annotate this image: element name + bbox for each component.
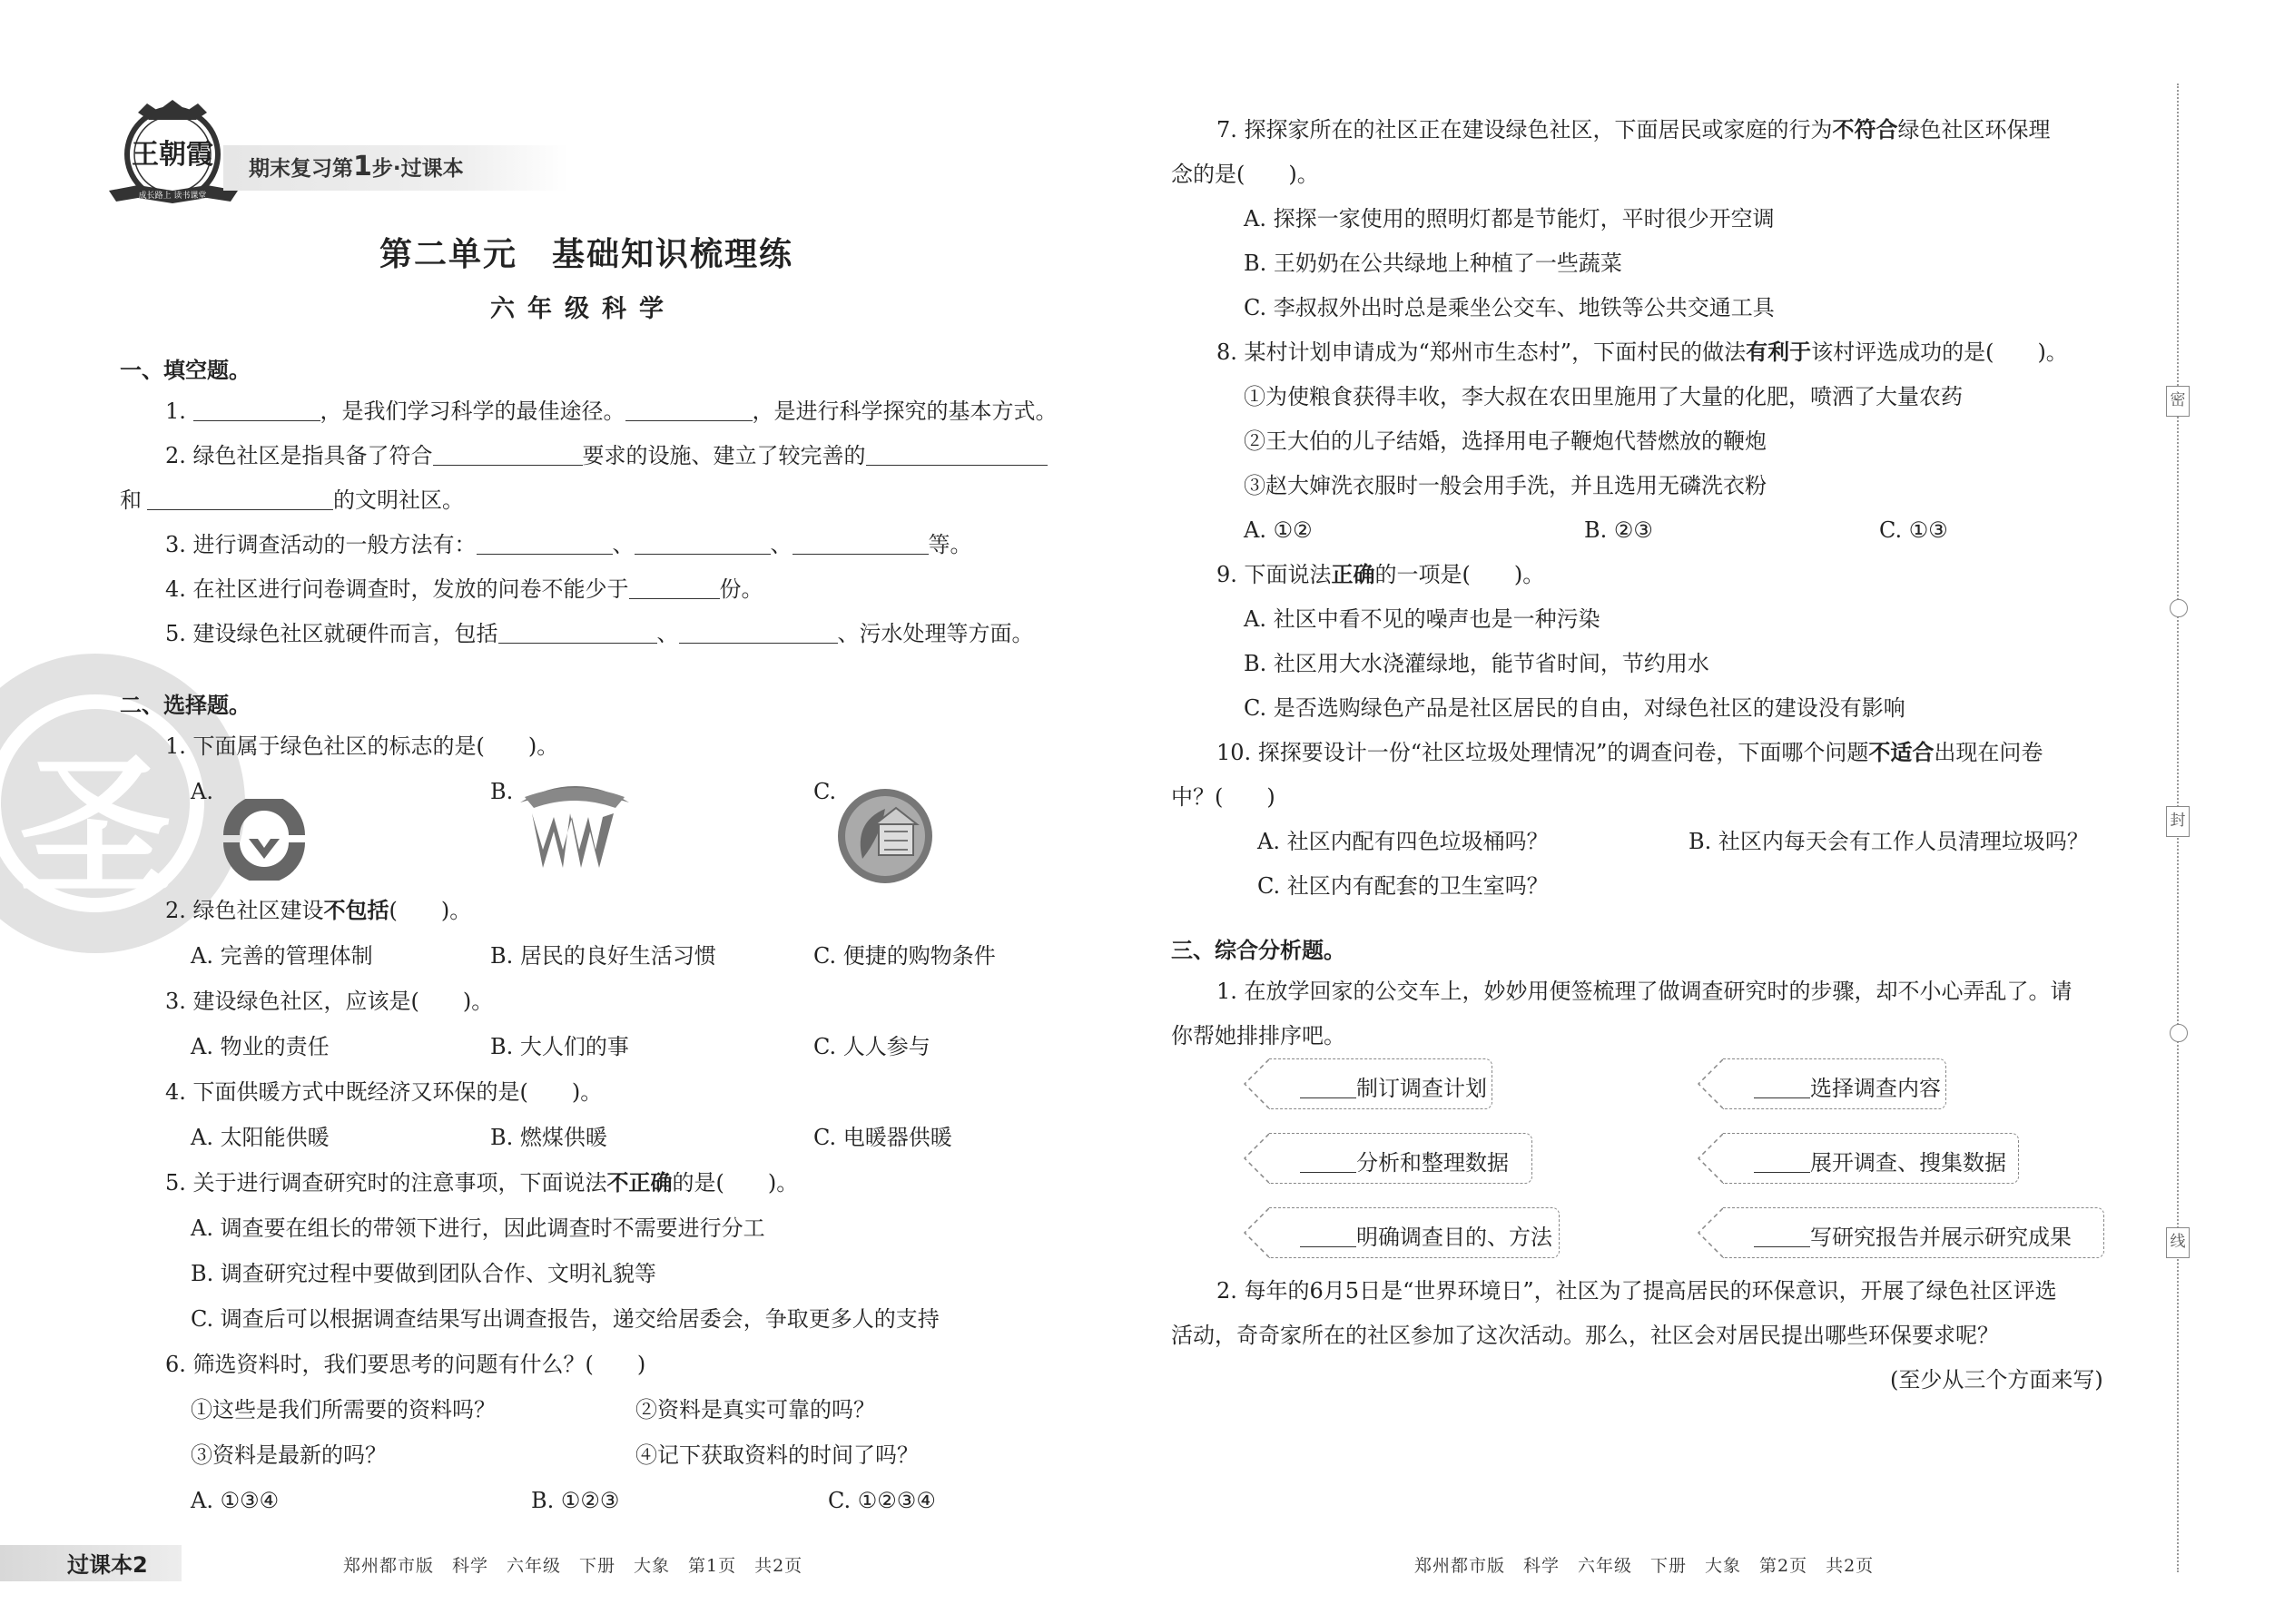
question-2-3: 3. 建设绿色社区，应该是( )。 [165, 989, 494, 1014]
option[interactable]: B. ②③ [1584, 517, 1653, 543]
blank[interactable] [147, 488, 333, 510]
option-a-label[interactable]: A. [191, 779, 213, 804]
list-item: ③资料是最新的吗？ [191, 1442, 387, 1468]
blank[interactable] [625, 399, 753, 421]
section-1-heading: 一、填空题。 [120, 358, 251, 383]
blank[interactable] [866, 444, 1048, 466]
blank[interactable] [433, 444, 583, 466]
option[interactable]: A. 探探一家使用的照明灯都是节能灯，平时很少开空调 [1244, 206, 1775, 231]
option[interactable]: C. 电暖器供暖 [813, 1125, 952, 1150]
watermark-seal: 圣 [0, 654, 245, 953]
blank[interactable] [679, 622, 838, 644]
question-1-3: 3. 进行调查活动的一般方法有： 、 、 等。 [165, 532, 972, 557]
option[interactable]: B. 社区用大水浇灌绿地，能节省时间，节约用水 [1244, 651, 1709, 676]
blank[interactable] [477, 533, 613, 555]
blank[interactable] [635, 533, 771, 555]
page-subtitle: 六年级科学 [490, 295, 676, 323]
question-2-9: 9. 下面说法正确的一项是( )。 [1216, 561, 1545, 587]
blank[interactable] [193, 399, 320, 421]
blank[interactable] [498, 622, 657, 644]
list-item: ①为使粮食获得丰收，李大叔在农田里施用了大量的化肥，喷洒了大量农药 [1244, 384, 1963, 409]
question-2-5: 5. 关于进行调查研究时的注意事项，下面说法不正确的是( )。 [165, 1169, 799, 1196]
option-c-label[interactable]: C. [813, 779, 837, 804]
blank[interactable] [1300, 1077, 1356, 1098]
question-2-7-cont: 念的是( )。 [1171, 162, 1319, 187]
option[interactable]: C. 是否选购绿色产品是社区居民的自由，对绿色社区的建设没有影响 [1244, 695, 1905, 721]
option[interactable]: B. 大人们的事 [490, 1034, 629, 1059]
option[interactable]: C. 便捷的购物条件 [813, 943, 996, 969]
option[interactable]: A. 社区内配有四色垃圾桶吗？ [1257, 829, 1549, 854]
header-label: 期末复习第1步·过课本 [249, 151, 464, 182]
question-1-2-cont: 和 的文明社区。 [120, 487, 464, 513]
option[interactable]: A. ①② [1244, 517, 1313, 543]
binding-label: 密 [2166, 386, 2190, 417]
option[interactable]: B. 社区内每天会有工作人员清理垃圾吗？ [1689, 829, 2089, 854]
blank[interactable] [1754, 1225, 1810, 1247]
page-title: 第二单元 基础知识梳理练 [379, 236, 794, 273]
question-1-2: 2. 绿色社区是指具备了符合 要求的设施、建立了较完善的 [165, 441, 1048, 470]
blank[interactable] [629, 577, 720, 599]
svg-text:王朝霞: 王朝霞 [132, 139, 213, 171]
section-3-heading: 三、综合分析题。 [1171, 938, 1345, 963]
step-tag[interactable]: 选择调查内容 [1723, 1058, 1946, 1109]
option[interactable]: C. ①②③④ [828, 1488, 936, 1513]
footer-badge: 过课本2 [67, 1552, 148, 1578]
option[interactable]: A. 社区中看不见的噪声也是一种污染 [1244, 606, 1600, 632]
question-3-1: 1. 在放学回家的公交车上，妙妙用便签梳理了做调查研究时的步骤，却不小心弄乱了。请 [1216, 979, 2072, 1004]
question-2-7: 7. 探探家所在的社区正在建设绿色社区，下面居民或家庭的行为不符合绿色社区环保理 [1216, 116, 2051, 143]
list-item: ②王大伯的儿子结婚，选择用电子鞭炮代替燃放的鞭炮 [1244, 428, 1767, 454]
question-3-1-cont: 你帮她排排序吧。 [1171, 1023, 1345, 1048]
option[interactable]: C. 人人参与 [813, 1034, 930, 1059]
option[interactable]: A. 调查要在组长的带领下进行，因此调查时不需要进行分工 [191, 1216, 765, 1241]
question-1-4: 4. 在社区进行问卷调查时，发放的问卷不能少于 份。 [165, 576, 763, 602]
green-community-logo-c-icon [835, 786, 935, 886]
question-3-2: 2. 每年的6月5日是“世界环境日”，社区为了提高居民的环保意识，开展了绿色社区评选 [1216, 1278, 2057, 1304]
question-3-2-cont: 活动，奇奇家所在的社区参加了这次活动。那么，社区会对居民提出哪些环保要求呢？ [1171, 1323, 1999, 1348]
blank[interactable] [1300, 1225, 1356, 1247]
question-2-2: 2. 绿色社区建设不包括( )。 [165, 897, 472, 923]
binding-label: 封 [2166, 806, 2190, 837]
question-1-1: 1. ，是我们学习科学的最佳途径。 ，是进行科学探究的基本方式。 [165, 399, 1058, 424]
question-2-10-cont: 中？( ) [1171, 784, 1275, 810]
step-tag[interactable]: 展开调查、搜集数据 [1723, 1133, 2019, 1184]
question-3-2-hint: (至少从三个方面来写) [1890, 1367, 2103, 1393]
option[interactable]: B. 燃煤供暖 [490, 1125, 607, 1150]
option[interactable]: C. 社区内有配套的卫生室吗？ [1257, 873, 1549, 899]
option[interactable]: A. ①③④ [191, 1488, 280, 1513]
option[interactable]: B. 王奶奶在公共绿地上种植了一些蔬菜 [1244, 251, 1622, 276]
binding-hole [2170, 599, 2188, 617]
question-2-6: 6. 筛选资料时，我们要思考的问题有什么？( ) [165, 1352, 646, 1377]
section-2-heading: 二、选择题。 [120, 693, 251, 718]
list-item: ①这些是我们所需要的资料吗？ [191, 1397, 496, 1422]
question-2-4: 4. 下面供暖方式中既经济又环保的是( )。 [165, 1079, 603, 1105]
question-1-5: 5. 建设绿色社区就硬件而言，包括 、 、污水处理等方面。 [165, 621, 1034, 646]
green-community-logo-b-icon [516, 777, 634, 877]
step-tag[interactable]: 明确调查目的、方法 [1269, 1207, 1560, 1258]
binding-label: 线 [2166, 1227, 2190, 1258]
step-tag[interactable]: 写研究报告并展示研究成果 [1723, 1207, 2104, 1258]
question-2-1: 1. 下面属于绿色社区的标志的是( )。 [165, 733, 559, 759]
footer-left: 郑州都市版 科学 六年级 下册 大象 第1页 共2页 [343, 1556, 803, 1576]
option[interactable]: B. 居民的良好生活习惯 [490, 943, 716, 969]
list-item: ④记下获取资料的时间了吗？ [635, 1442, 919, 1468]
option[interactable]: C. ①③ [1879, 517, 1948, 543]
list-item: ③赵大婶洗衣服时一般会用手洗，并且选用无磷洗衣粉 [1244, 473, 1767, 498]
question-2-10: 10. 探探要设计一份“社区垃圾处理情况”的调查问卷，下面哪个问题不适合出现在问卷 [1216, 739, 2043, 765]
blank[interactable] [1754, 1151, 1810, 1173]
option[interactable]: A. 太阳能供暖 [191, 1125, 330, 1150]
green-community-logo-a-icon [214, 799, 314, 881]
option[interactable]: B. 调查研究过程中要做到团队合作、文明礼貌等 [191, 1261, 656, 1286]
svg-text:成长路上 读书课堂: 成长路上 读书课堂 [138, 192, 207, 201]
option[interactable]: C. 调查后可以根据调查结果写出调查报告，递交给居委会，争取更多人的支持 [191, 1306, 940, 1332]
option[interactable]: A. 完善的管理体制 [191, 943, 373, 969]
blank[interactable] [1300, 1151, 1356, 1173]
option[interactable]: A. 物业的责任 [191, 1034, 330, 1059]
option[interactable]: B. ①②③ [531, 1488, 620, 1513]
step-tag[interactable]: 制订调查计划 [1269, 1058, 1492, 1109]
blank[interactable] [793, 533, 929, 555]
blank[interactable] [1754, 1077, 1810, 1098]
option[interactable]: C. 李叔叔外出时总是乘坐公交车、地铁等公共交通工具 [1244, 295, 1775, 320]
question-2-8: 8. 某村计划申请成为“郑州市生态村”，下面村民的做法有利于该村评选成功的是( )。 [1216, 339, 2068, 365]
step-tag[interactable]: 分析和整理数据 [1269, 1133, 1532, 1184]
option-b-label[interactable]: B. [490, 779, 514, 804]
footer-right: 郑州都市版 科学 六年级 下册 大象 第2页 共2页 [1414, 1556, 1875, 1576]
list-item: ②资料是真实可靠的吗？ [635, 1397, 875, 1422]
binding-hole [2170, 1024, 2188, 1042]
